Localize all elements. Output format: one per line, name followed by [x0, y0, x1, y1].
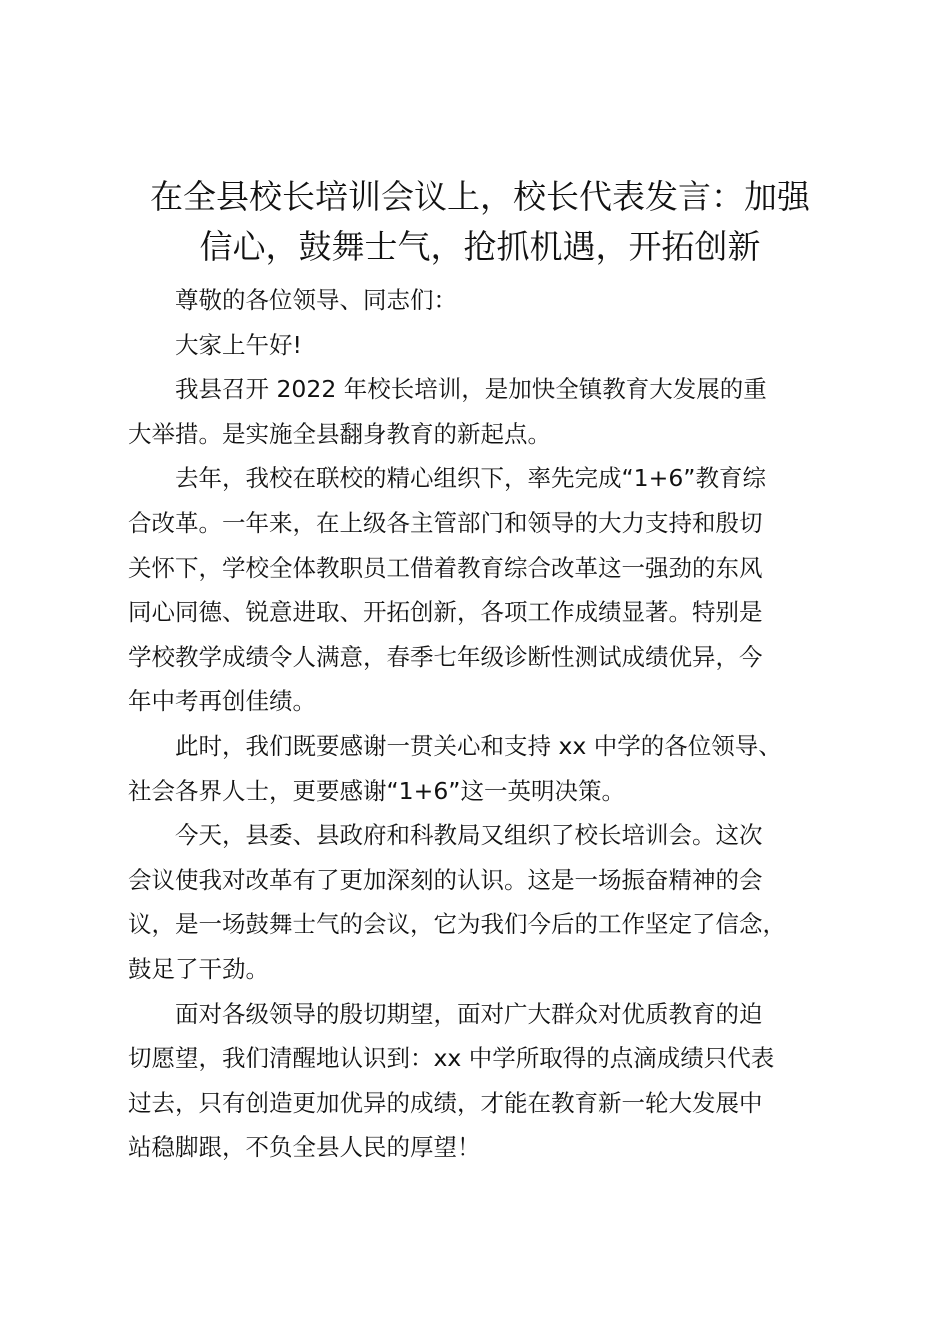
text-line: 我县召开 2022 年校长培训，是加快全镇教育大发展的重: [175, 375, 767, 404]
text-line: 大举措。是实施全县翻身教育的新起点。: [128, 419, 551, 448]
greeting: [128, 323, 832, 368]
text-line: 议，是一场鼓舞士气的会议，它为我们今后的工作坚定了信念，: [128, 910, 786, 939]
salutation: [128, 278, 832, 323]
text-line: 去年，我校在联校的精心组织下，率先完成“1+6”教育综: [175, 464, 766, 493]
paragraph-1: [128, 367, 832, 456]
paragraph-2: [128, 456, 832, 724]
text-line: 学校教学成绩令人满意，春季七年级诊断性测试成绩优异，今: [128, 642, 763, 671]
document-title: [128, 172, 832, 272]
text-line: 今天，县委、县政府和科教局又组织了校长培训会。这次: [175, 821, 763, 850]
text-line: 过去，只有创造更加优异的成绩，才能在教育新一轮大发展中: [128, 1088, 763, 1117]
paragraph-3: [128, 724, 832, 813]
text-line: 此时，我们既要感谢一贯关心和支持 xx 中学的各位领导、: [175, 731, 782, 760]
text-line: 同心同德、锐意进取、开拓创新，各项工作成绩显著。特别是: [128, 598, 763, 627]
text-line: 关怀下，学校全体教职员工借着教育综合改革这一强劲的东风: [128, 553, 763, 582]
title-line-1: 在全县校长培训会议上，校长代表发言：加强: [150, 177, 810, 216]
paragraph-4: [128, 813, 832, 991]
text-line: 年中考再创佳绩。: [128, 687, 316, 716]
text-line: 切愿望，我们清醒地认识到：xx 中学所取得的点滴成绩只代表: [128, 1044, 775, 1073]
document-body: [128, 278, 832, 1170]
title-line-2: 信心，鼓舞士气，抢抓机遇，开拓创新: [199, 227, 761, 266]
paragraph-5: [128, 992, 832, 1170]
text-line: 会议使我对改革有了更加深刻的认识。这是一场振奋精神的会: [128, 865, 763, 894]
text-line: 社会各界人士，更要感谢“1+6”这一英明决策。: [128, 776, 625, 805]
text-line: 大家上午好!: [175, 330, 302, 359]
text-line: 尊敬的各位领导、同志们：: [175, 286, 457, 314]
text-line: 面对各级领导的殷切期望，面对广大群众对优质教育的迫: [175, 999, 763, 1028]
text-line: 合改革。一年来，在上级各主管部门和领导的大力支持和殷切: [128, 508, 763, 537]
document-page: [128, 172, 832, 1170]
text-line: 站稳脚跟，不负全县人民的厚望！: [128, 1133, 481, 1162]
text-line: 鼓足了干劲。: [128, 954, 269, 983]
